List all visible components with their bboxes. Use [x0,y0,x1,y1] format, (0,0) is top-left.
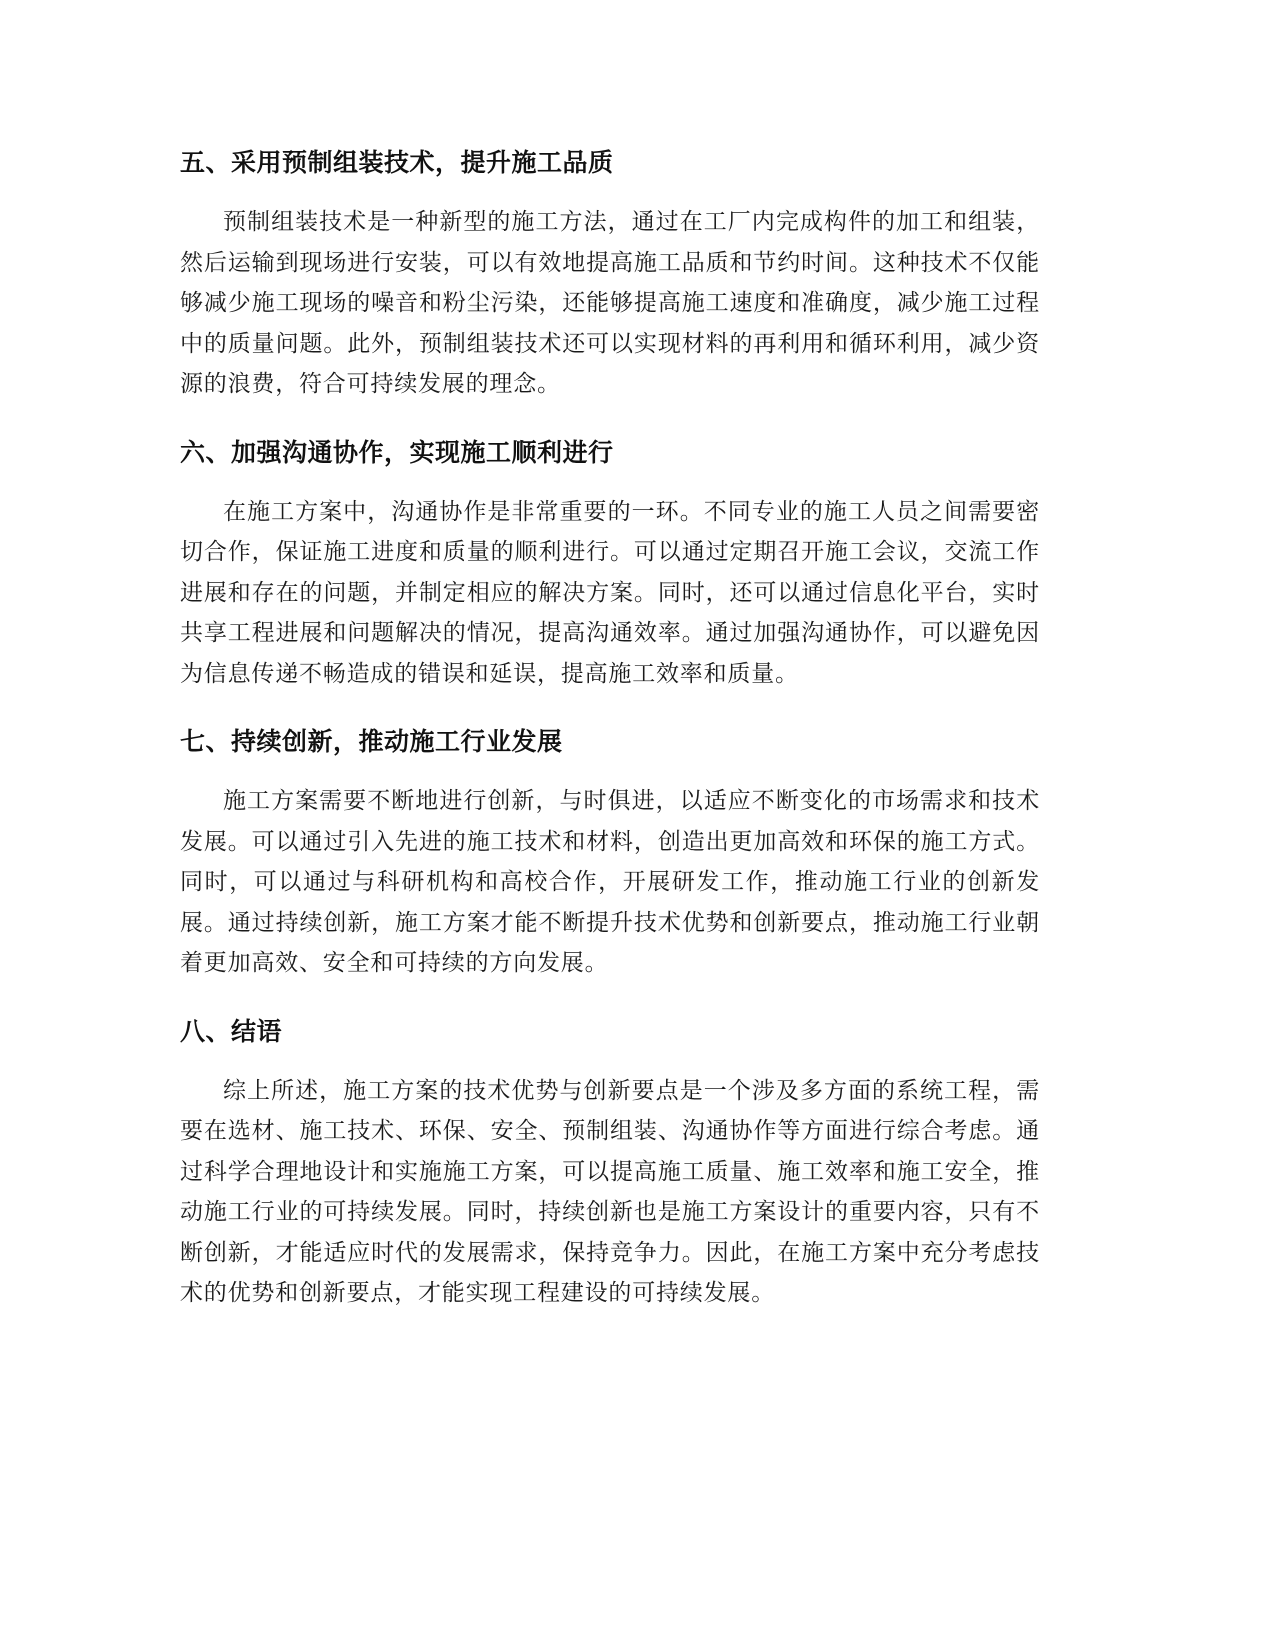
section-heading: 五、采用预制组装技术，提升施工品质 [180,148,614,177]
section-heading: 七、持续创新，推动施工行业发展 [180,727,563,756]
section-communication [180,432,1040,695]
section-conclusion [180,1011,1040,1314]
section-innovation [180,721,1040,984]
section-prefab-assembly [180,142,1040,405]
section-paragraph: 综上所述，施工方案的技术优势与创新要点是一个涉及多方面的系统工程，需要在选材、施工技术、环保、安全、预制组装、沟通协作等方面进行综合考虑。通过科学合理地设计和实施施工方案，可以提高施工质量、施工效率和施工安全，推动施工行业的可持续发展。同时，持续创新也是施工方案设计的重要内容，只有不断创新，才能适应时代的发展需求，保持竞争力。因此，在施工方案中充分考虑技术的优势和创新要点，才能实现工程建设的可持续发展。 [180,1077,1040,1306]
section-paragraph: 预制组装技术是一种新型的施工方法，通过在工厂内完成构件的加工和组装，然后运输到现场进行安装，可以有效地提高施工品质和节约时间。这种技术不仅能够减少施工现场的噪音和粉尘污染，还能够提高施工速度和准确度，减少施工过程中的质量问题。此外，预制组装技术还可以实现材料的再利用和循环利用，减少资源的浪费，符合可持续发展的理念。 [180,209,1040,397]
section-heading: 六、加强沟通协作，实现施工顺利进行 [180,437,614,467]
section-paragraph: 在施工方案中，沟通协作是非常重要的一环。不同专业的施工人员之间需要密切合作，保证施工进度和质量的顺利进行。可以通过定期召开施工会议，交流工作进展和存在的问题，并制定相应的解决方案。同时，还可以通过信息化平台，实时共享工程进展和问题解决的情况，提高沟通效率。通过加强沟通协作，可以避免因为信息传递不畅造成的错误和延误，提高施工效率和质量。 [180,498,1040,687]
document-page [180,142,1040,1314]
section-paragraph: 施工方案需要不断地进行创新，与时俱进，以适应不断变化的市场需求和技术发展。可以通过引入先进的施工技术和材料，创造出更加高效和环保的施工方式。同时，可以通过与科研机构和高校合作，开展研发工作，推动施工行业的创新发展。通过持续创新，施工方案才能不断提升技术优势和创新要点，推动施工行业朝着更加高效、安全和可持续的方向发展。 [180,788,1040,976]
section-heading: 八、结语 [180,1016,283,1046]
